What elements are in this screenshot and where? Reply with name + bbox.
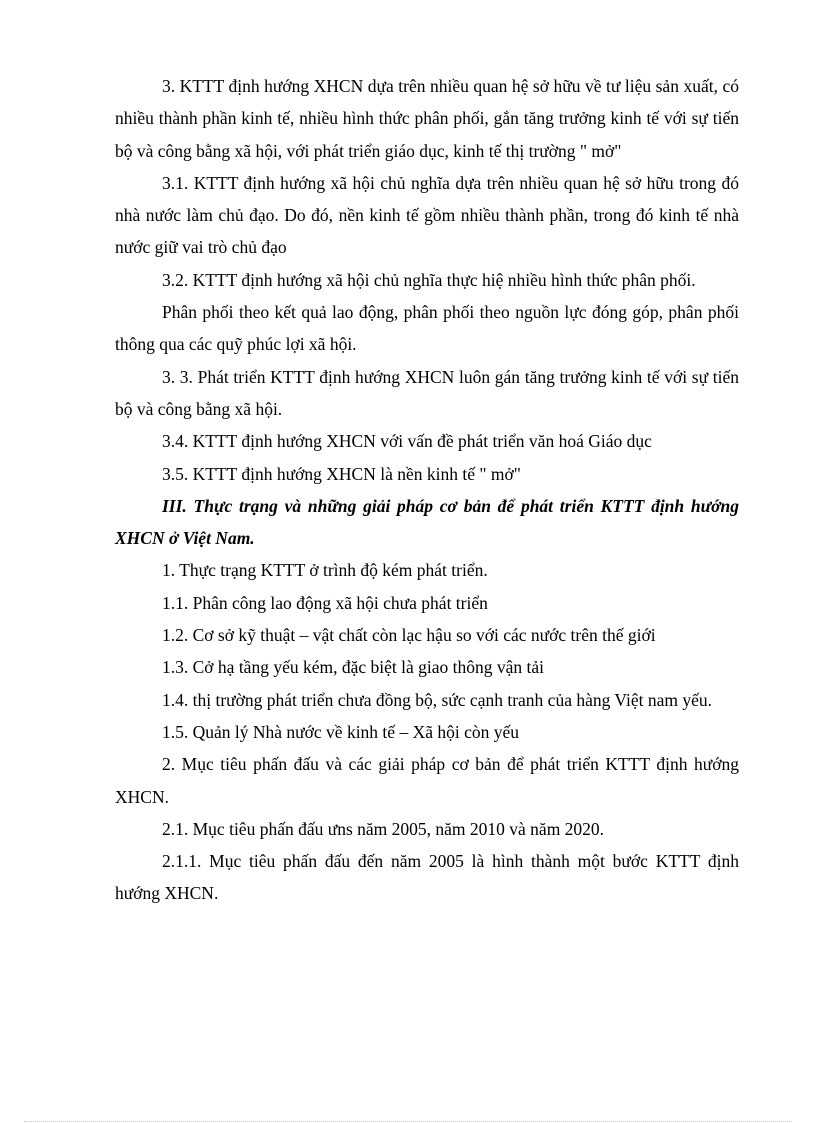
paragraph-section-1-4: 1.4. thị trường phát triển chưa đồng bộ, sức cạnh tranh của hàng Việt nam yếu. xyxy=(162,689,713,710)
paragraph-section-1-2: 1.2. Cơ sở kỹ thuật – vật chất còn lạc hậu so với các nước trên thế giới xyxy=(162,625,656,646)
document-body xyxy=(115,70,739,910)
paragraph-section-2-1: 2.1. Mục tiêu phấn đấu ưns năm 2005, năm 2010 và năm 2020. xyxy=(162,818,605,839)
paragraph-section-1-3: 1.3. Cở hạ tầng yếu kém, đặc biệt là giao thông vận tải xyxy=(162,657,545,678)
section-heading-iii: III. Thực trạng và những giải pháp cơ bản để phát triển KTTT định hướng XHCN ở Việt Nam. xyxy=(115,495,739,549)
paragraph-section-1: 1. Thực trạng KTTT ở trình độ kém phát triển. xyxy=(162,560,488,581)
paragraph-section-3-2: 3.2. KTTT định hướng xã hội chủ nghĩa thực hiệ nhiều hình thức phân phối. xyxy=(162,269,696,290)
paragraph-section-1-5: 1.5. Quản lý Nhà nước về kinh tế – Xã hội còn yếu xyxy=(162,721,519,742)
paragraph-section-3-3: 3. 3. Phát triển KTTT định hướng XHCN luôn gán tăng trưởng kinh tế với sự tiến bộ và công bằng xã hội. xyxy=(115,366,739,419)
paragraph-section-2: 2. Mục tiêu phấn đấu và các giải pháp cơ bản để phát triển KTTT định hướng XHCN. xyxy=(115,754,739,807)
paragraph-section-2-1-1: 2.1.1. Mục tiêu phấn đấu đến năm 2005 là hình thành một bước KTTT định hướng XHCN. xyxy=(115,851,739,904)
paragraph-section-3: 3. KTTT định hướng XHCN dựa trên nhiều quan hệ sở hữu về tư liệu sản xuất, có nhiều thành phần kinh tế, nhiều hình thức phân phối, gắn tăng trưởng kinh tế với sự tiến bộ và công bằng xã hội, với phát triển giáo dục, kinh tế thị trường " mở" xyxy=(115,76,739,161)
paragraph-section-3-5: 3.5. KTTT định hướng XHCN là nền kinh tế " mở" xyxy=(162,463,521,484)
paragraph-section-3-4: 3.4. KTTT định hướng XHCN với vấn đề phát triển văn hoá Giáo dục xyxy=(162,431,652,452)
paragraph-section-3-1: 3.1. KTTT định hướng xã hội chủ nghĩa dựa trên nhiều quan hệ sở hữu trong đó nhà nước làm chủ đạo. Do đó, nền kinh tế gồm nhiều thành phần, trong đó kinh tế nhà nước giữ vai trò chủ đạo xyxy=(115,172,739,258)
paragraph-distribution: Phân phối theo kết quả lao động, phân phối theo nguồn lực đóng góp, phân phối thông qua các quỹ phúc lợi xã hội. xyxy=(115,302,739,355)
page-bottom-divider xyxy=(24,1121,792,1122)
paragraph-section-1-1: 1.1. Phân công lao động xã hội chưa phát triển xyxy=(162,592,488,613)
